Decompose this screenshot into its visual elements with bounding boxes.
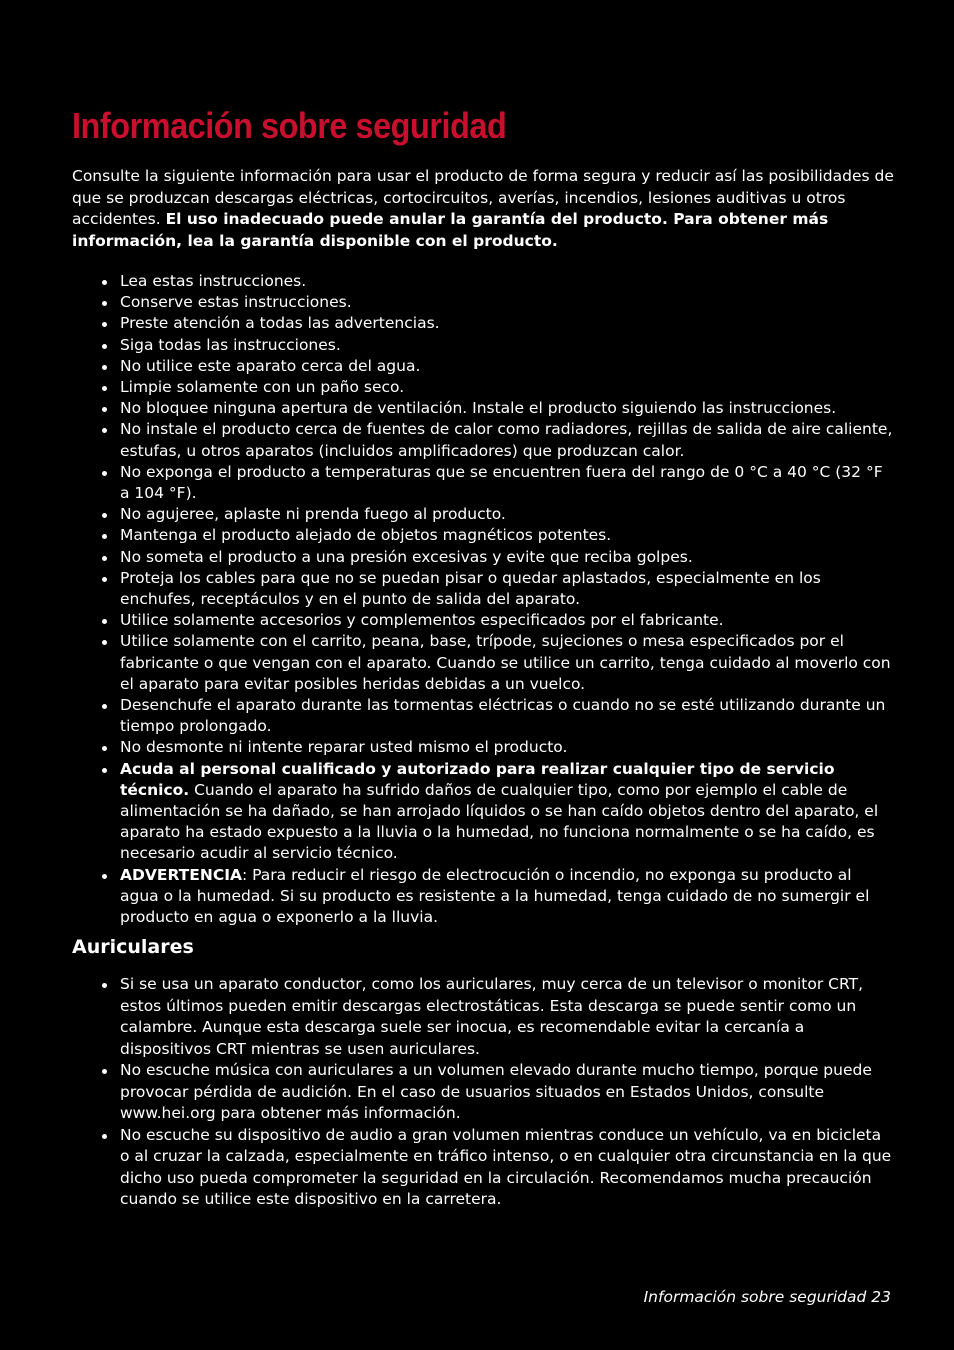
intro-paragraph: [72, 166, 894, 252]
warning-label: ADVERTENCIA: [120, 865, 242, 884]
warning-text: : Para reducir el riesgo de electrocución o incendio, no exponga su producto al agua o la humedad. Si su producto es resistente a la humedad, tenga cuidado de no sumergir el producto en agua o exponerlo a la lluvia.: [120, 865, 870, 927]
headphones-item: No escuche música con auriculares a un volumen elevado durante mucho tiempo, porque puede provocar pérdida de audición. En el caso de usuarios situados en Estados Unidos, consulte www.hei.org para obtener más información.: [72, 1060, 894, 1125]
safety-item: Desenchufe el aparato durante las tormentas eléctricas o cuando no se esté utilizando durante un tiempo prolongado.: [72, 695, 894, 737]
safety-item: No utilice este aparato cerca del agua.: [72, 356, 894, 377]
service-text: Cuando el aparato ha sufrido daños de cualquier tipo, como por ejemplo el cable de alimentación se ha dañado, se han arrojado líquidos o se han caído objetos dentro del aparato, el aparato ha estado expuesto a la lluvia o la humedad, no funciona normalmente o se ha caído, es necesario acudir al servicio técnico.: [120, 780, 879, 863]
safety-item: No agujeree, aplaste ni prenda fuego al producto.: [72, 504, 894, 525]
safety-item: Utilice solamente con el carrito, peana, base, trípode, sujeciones o mesa especificados por el fabricante o que vengan con el aparato. Cuando se utilice un carrito, tenga cuidado al moverlo con el aparato para evitar posibles heridas debidas a un vuelco.: [72, 631, 894, 695]
safety-item: Lea estas instrucciones.: [72, 271, 894, 292]
safety-item: Limpie solamente con un paño seco.: [72, 377, 894, 398]
headphones-item: No escuche su dispositivo de audio a gran volumen mientras conduce un vehículo, va en bicicleta o al cruzar la calzada, especialmente en tráfico intenso, o en cualquier otra circunstancia en la que dicho uso pueda comprometer la seguridad en la circulación. Recomendamos mucha precaución cuando se utilice este dispositivo en la carretera.: [72, 1125, 894, 1211]
safety-item: No instale el producto cerca de fuentes de calor como radiadores, rejillas de salida de aire caliente, estufas, u otros aparatos (incluidos amplificadores) que produzcan calor.: [72, 419, 894, 461]
intro-warranty-note: El uso inadecuado puede anular la garantía del producto. Para obtener más información, lea la garantía disponible con el producto.: [72, 210, 829, 250]
service-bold-text: Acuda al personal cualificado y autorizado para realizar cualquier tipo de servicio técnico.: [120, 759, 835, 799]
safety-item: No someta el producto a una presión excesivas y evite que reciba golpes.: [72, 547, 894, 568]
safety-item: Conserve estas instrucciones.: [72, 292, 894, 313]
safety-item-service: [72, 759, 894, 865]
headphones-list: [72, 974, 894, 1211]
page-footer: Información sobre seguridad 23: [643, 1288, 891, 1306]
safety-item-warning: [72, 865, 894, 929]
safety-item: Proteja los cables para que no se puedan pisar o quedar aplastados, especialmente en los enchufes, receptáculos y en el punto de salida del aparato.: [72, 568, 894, 610]
safety-item: Utilice solamente accesorios y complementos especificados por el fabricante.: [72, 610, 894, 631]
page-title: Información sobre seguridad: [72, 105, 507, 146]
section-title-headphones: Auriculares: [72, 936, 194, 958]
safety-item: No desmonte ni intente reparar usted mismo el producto.: [72, 737, 894, 758]
safety-item: Siga todas las instrucciones.: [72, 335, 894, 356]
intro-text: Consulte la siguiente información para usar el producto de forma segura y reducir así las posibilidades de que se produzcan descargas eléctricas, cortocircuitos, averías, incendios, lesiones auditivas u otros accidentes.: [72, 167, 894, 229]
headphones-item: Si se usa un aparato conductor, como los auriculares, muy cerca de un televisor o monitor CRT, estos últimos pueden emitir descargas electrostáticas. Esta descarga se puede sentir como un calambre. Aunque esta descarga suele ser inocua, es recomendable evitar la cercanía a dispositivos CRT mientras se usen auriculares.: [72, 974, 894, 1060]
safety-item: Preste atención a todas las advertencias.: [72, 313, 894, 334]
safety-item: No exponga el producto a temperaturas que se encuentren fuera del rango de 0 °C a 40 °C (32 °F a 104 °F).: [72, 462, 894, 504]
safety-item: No bloquee ninguna apertura de ventilación. Instale el producto siguiendo las instrucciones.: [72, 398, 894, 419]
safety-list: [72, 271, 894, 928]
safety-item: Mantenga el producto alejado de objetos magnéticos potentes.: [72, 525, 894, 546]
